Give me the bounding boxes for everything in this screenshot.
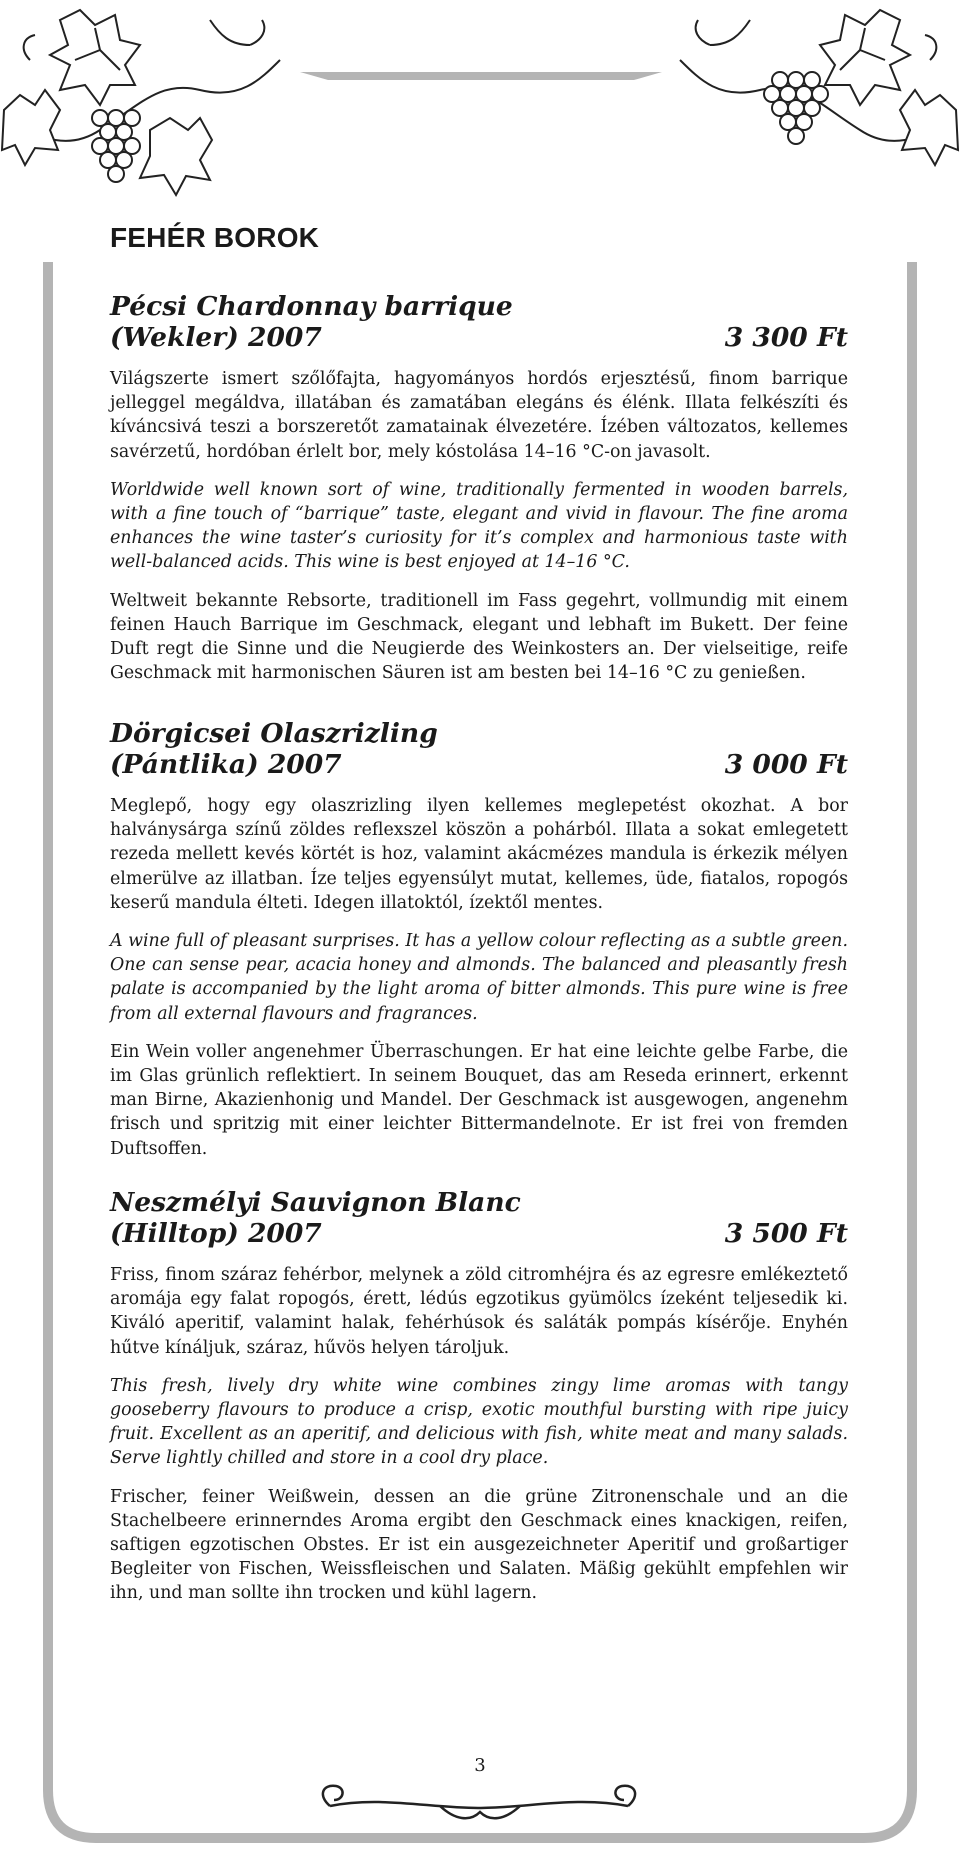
page-number: 3 (474, 1755, 486, 1776)
wine-producer-year: (Pántlika) 2007 (110, 749, 342, 780)
wine-entry-sauvignon-blanc (110, 1187, 848, 1606)
description-hungarian: Friss, finom száraz fehérbor, melynek a zöld citromhéjra és az egresre emlékeztető aromája egy falat ropogós, érett, lédús egzotikus gyümölcs ízeként teljesedik ki. Kiváló aperitif, valamint halak, fehérhúsok és saláták pompás kísérője. Enyhén hűtve kínáljuk, száraz, hűvös helyen tároljuk. (110, 1265, 848, 1358)
description-english: A wine full of pleasant surprises. It has a yellow colour reflecting as a subtle green. One can sense pear, acacia honey and almonds. The balanced and pleasantly fresh palate is accompanied by the light aroma of bitter almonds. This pure wine is free from all external flavours and fragrances. (110, 931, 848, 1024)
description-hungarian: Meglepő, hogy egy olaszrizling ilyen kellemes meglepetést okozhat. A bor halványsárga színű zöldes reflexszel köszön a pohárból. Illata a sokat emlegetett rezeda mellett kevés körtét is hoz, valamint akácmézes mandula is érkezik mélyen elmerülve az illatban. Íze teljes egyensúlyt mutat, kellemes, üde, fiatalos, ropogós keserű mandula élteti. Idegen illatoktól, ízektől mentes. (110, 796, 848, 913)
description-german: Ein Wein voller angenehmer Überraschungen. Er hat eine leichte gelbe Farbe, die im Glas grünlich reflektiert. In seinem Bouquet, das am Reseda erinnert, erkennt man Birne, Akazienhonig und Mandel. Der Geschmack ist ausgewogen, angenehm frisch und spritzig mit einer leichter Bittermandelnote. Er ist frei von fremden Duftsoffen. (110, 1041, 848, 1159)
grape-cluster-left-icon (92, 110, 140, 182)
wine-price: 3 300 Ft (724, 322, 848, 353)
wine-producer-year: (Wekler) 2007 (110, 322, 322, 353)
description-hungarian: Világszerte ismert szőlőfajta, hagyományos hordós erjesztésű, finom barrique jelleggel megáldva, illatában és zamatában elegáns és élénk. Illata felkészíti és kíváncsivá teszi a borszeretőt zamatainak élvezetére. Ízében változatos, kellemes savérzetű, hordóban érlelt bor, mely kóstolása 14–16 °C-on javasolt. (110, 369, 848, 462)
wine-producer-year: (Hilltop) 2007 (110, 1218, 322, 1249)
grapevine-left-icon (2, 10, 280, 195)
wine-entry-chardonnay (110, 291, 848, 685)
wine-name: Neszmélyi Sauvignon Blanc (110, 1187, 521, 1218)
description-english: This fresh, lively dry white wine combines zingy lime aromas with tangy gooseberry flavours to produce a crisp, exotic mouthful bursting with ripe juicy fruit. Excellent as an aperitif, and delicious with fish, white meat and many salads. Serve lightly chilled and store in a cool dry place. (110, 1375, 848, 1469)
section-title: FEHÉR BOROK (110, 222, 320, 253)
wine-price: 3 500 Ft (724, 1218, 848, 1249)
description-english: Worldwide well known sort of wine, traditionally fermented in wooden barrels, with a fine touch of “barrique” taste, elegant and vivid in flavour. The fine aroma enhances the wine taster’s curiosity for it’s complex and harmonious taste with well-balanced acids. This wine is best enjoyed at 14–16 °C. (110, 479, 848, 573)
wine-entry-olaszrizling (110, 718, 848, 1161)
wine-price: 3 000 Ft (724, 749, 848, 780)
description-german: Weltweit bekannte Rebsorte, traditionell im Fass gegehrt, vollmundig mit einem feinen Hauch Barrique im Geschmack, elegant und lebhaft im Bukett. Der feine Duft regt die Sinne und die Neugierde des Weinkosters an. Der vielseitige, reife Geschmack mit harmonischen Säuren ist am besten bei 14–16 °C zu genießen. (110, 590, 848, 684)
bottom-flourish-icon (323, 1786, 635, 1818)
wine-name: Dörgicsei Olaszrizling (110, 718, 438, 749)
wine-name: Pécsi Chardonnay barrique (110, 291, 513, 322)
wine-subtitle-row (110, 1218, 848, 1249)
grape-cluster-right-icon (764, 72, 828, 144)
wine-subtitle-row (110, 322, 848, 353)
wine-subtitle-row (110, 749, 848, 780)
description-german: Frischer, feiner Weißwein, dessen an die grüne Zitronenschale und an die Stachelbeere erinnerndes Aroma ergibt den Geschmack eines knackigen, reifen, saftigen egzotischen Obstes. Er ist ein ausgezeichneter Aperitif und großartiger Begleiter von Fischen, Weissfleischen und Salaten. Mäßig gekühlt empfehlen wir ihn, und man sollte ihn trocken und kühl lagern. (110, 1486, 848, 1604)
